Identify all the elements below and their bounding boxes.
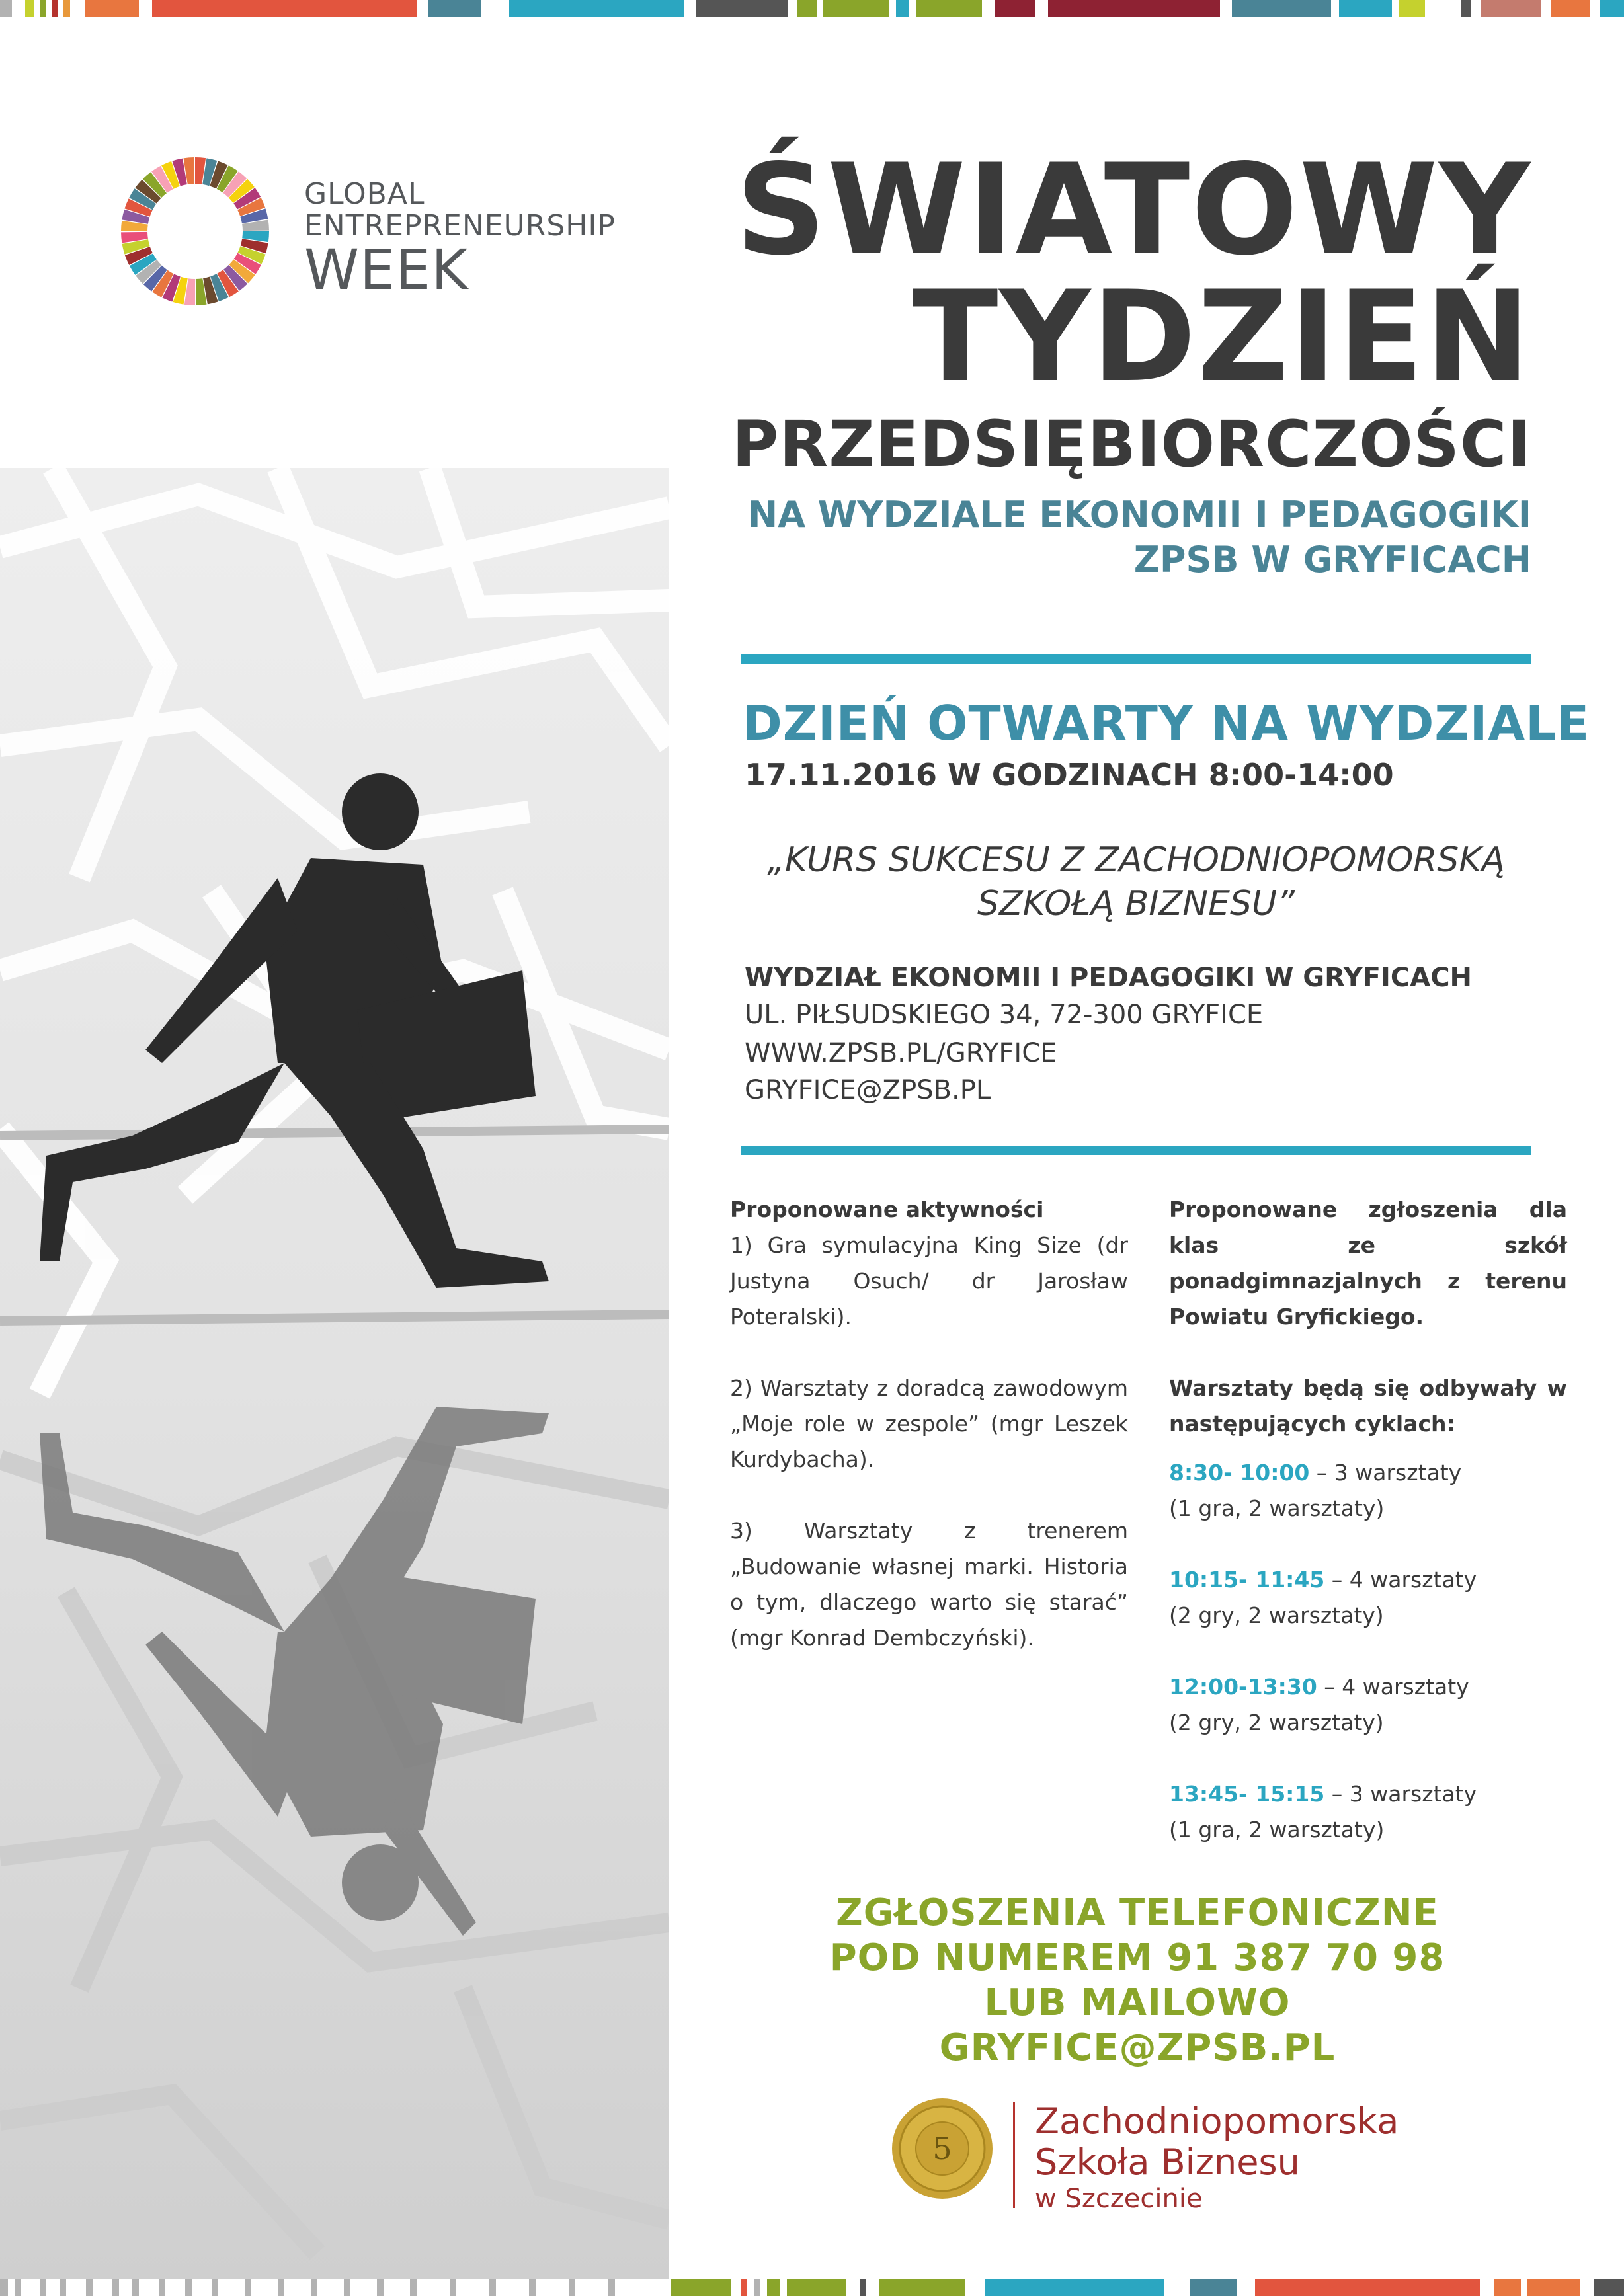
slot-desc: – 3 warsztaty bbox=[1324, 1781, 1477, 1807]
subtitle-line-1: NA WYDZIALE EKONOMII I PEDAGOGIKI bbox=[748, 494, 1531, 535]
gew-logo-icon bbox=[106, 142, 284, 323]
school-name bbox=[1035, 2101, 1399, 2215]
slot-detail: (2 gry, 2 warsztaty) bbox=[1169, 1710, 1384, 1735]
schedule-slot bbox=[1169, 1455, 1567, 1526]
slot-desc: – 4 warsztaty bbox=[1317, 1674, 1469, 1700]
event-date: 17.11.2016 W GODZINACH 8:00-14:00 bbox=[745, 757, 1394, 793]
top-color-stripe bbox=[0, 0, 1624, 17]
faculty-street: UL. PIŁSUDSKIEGO 34, 72-300 GRYFICE bbox=[745, 1000, 1264, 1030]
slot-detail: (1 gra, 2 warsztaty) bbox=[1169, 1817, 1385, 1842]
contact-line-1: ZGŁOSZENIA TELEFONICZNE bbox=[836, 1891, 1439, 1934]
slot-detail: (2 gry, 2 warsztaty) bbox=[1169, 1603, 1384, 1628]
slot-desc: – 4 warsztaty bbox=[1324, 1567, 1477, 1593]
schedule-slot bbox=[1169, 1669, 1567, 1741]
faculty-email-link[interactable]: GRYFICE@ZPSB.PL bbox=[745, 1075, 991, 1105]
divider-top bbox=[741, 654, 1531, 664]
slot-desc: – 3 warsztaty bbox=[1309, 1460, 1462, 1485]
faculty-name: WYDZIAŁ EKONOMII I PEDAGOGIKI W GRYFICACH bbox=[745, 963, 1473, 993]
logo-line-week: WEEK bbox=[304, 237, 469, 302]
contact-line-3: LUB MAILOWO GRYFICE@ZPSB.PL bbox=[939, 1981, 1336, 2069]
activities-column bbox=[730, 1192, 1128, 1656]
bottom-color-stripe bbox=[0, 2279, 1624, 2296]
gew-logo-text bbox=[304, 177, 616, 302]
school-divider bbox=[1013, 2102, 1015, 2208]
slot-detail: (1 gra, 2 warsztaty) bbox=[1169, 1495, 1385, 1521]
activity-item-3: 3) Warsztaty z trenerem „Budowanie własnej marki. Historia o tym, dlaczego warto się starać” (mgr Konrad Dembczyński). bbox=[730, 1518, 1128, 1651]
activity-item-1: 1) Gra symulacyjna King Size (dr Justyna Osuch/ dr Jarosław Poteralski). bbox=[730, 1232, 1128, 1329]
running-man-photo bbox=[0, 468, 669, 2279]
subtitle-line-2: ZPSB W GRYFICACH bbox=[1133, 539, 1531, 580]
contact-block bbox=[780, 1891, 1494, 2071]
slot-time: 13:45- 15:15 bbox=[1169, 1781, 1325, 1807]
logo-line-entrepreneurship: ENTREPRENEURSHIP bbox=[304, 209, 616, 243]
activity-item-2: 2) Warsztaty z doradcą zawodowym „Moje role w zespole” (mgr Leszek Kurdybacha). bbox=[730, 1375, 1128, 1472]
faculty-website-link[interactable]: WWW.ZPSB.PL/GRYFICE bbox=[745, 1038, 1057, 1068]
contact-line-2: POD NUMEREM 91 387 70 98 bbox=[829, 1936, 1445, 1979]
schedule-column bbox=[1169, 1192, 1567, 1848]
slot-time: 10:15- 11:45 bbox=[1169, 1567, 1325, 1593]
schedule-slot bbox=[1169, 1776, 1567, 1848]
schedule-intro: Warsztaty będą się odbywały w następujących cyklach: bbox=[1169, 1375, 1567, 1437]
school-line-2: Szkoła Biznesu bbox=[1035, 2141, 1300, 2183]
quote-line-2: SZKOŁĄ BIZNESU” bbox=[977, 884, 1295, 924]
school-line-3: w Szczecinie bbox=[1035, 2184, 1203, 2214]
event-quote bbox=[741, 838, 1531, 926]
title-line-1: ŚWIATOWY bbox=[735, 137, 1531, 283]
gold-seal-icon bbox=[889, 2096, 995, 2204]
school-line-1: Zachodniopomorska bbox=[1035, 2100, 1399, 2142]
title-line-2: TYDZIEŃ bbox=[912, 264, 1531, 410]
quote-line-1: „KURS SUKCESU Z ZACHODNIOPOMORSKĄ bbox=[766, 840, 1506, 880]
logo-line-global: GLOBAL bbox=[304, 177, 425, 211]
open-day-heading: DZIEŃ OTWARTY NA WYDZIALE bbox=[743, 695, 1590, 751]
divider-bottom bbox=[741, 1146, 1531, 1155]
slot-time: 12:00-13:30 bbox=[1169, 1674, 1317, 1700]
slot-time: 8:30- 10:00 bbox=[1169, 1460, 1310, 1485]
schedule-slot bbox=[1169, 1562, 1567, 1634]
schedule-heading: Proponowane zgłoszenia dla klas ze szkół ponadgimnazjalnych z terenu Powiatu Gryfickiego. bbox=[1169, 1197, 1567, 1329]
activities-heading: Proponowane aktywności bbox=[730, 1197, 1044, 1222]
seal-number: 5 bbox=[932, 2131, 952, 2166]
title-line-3: PRZEDSIĘBIORCZOŚCI bbox=[732, 407, 1531, 481]
